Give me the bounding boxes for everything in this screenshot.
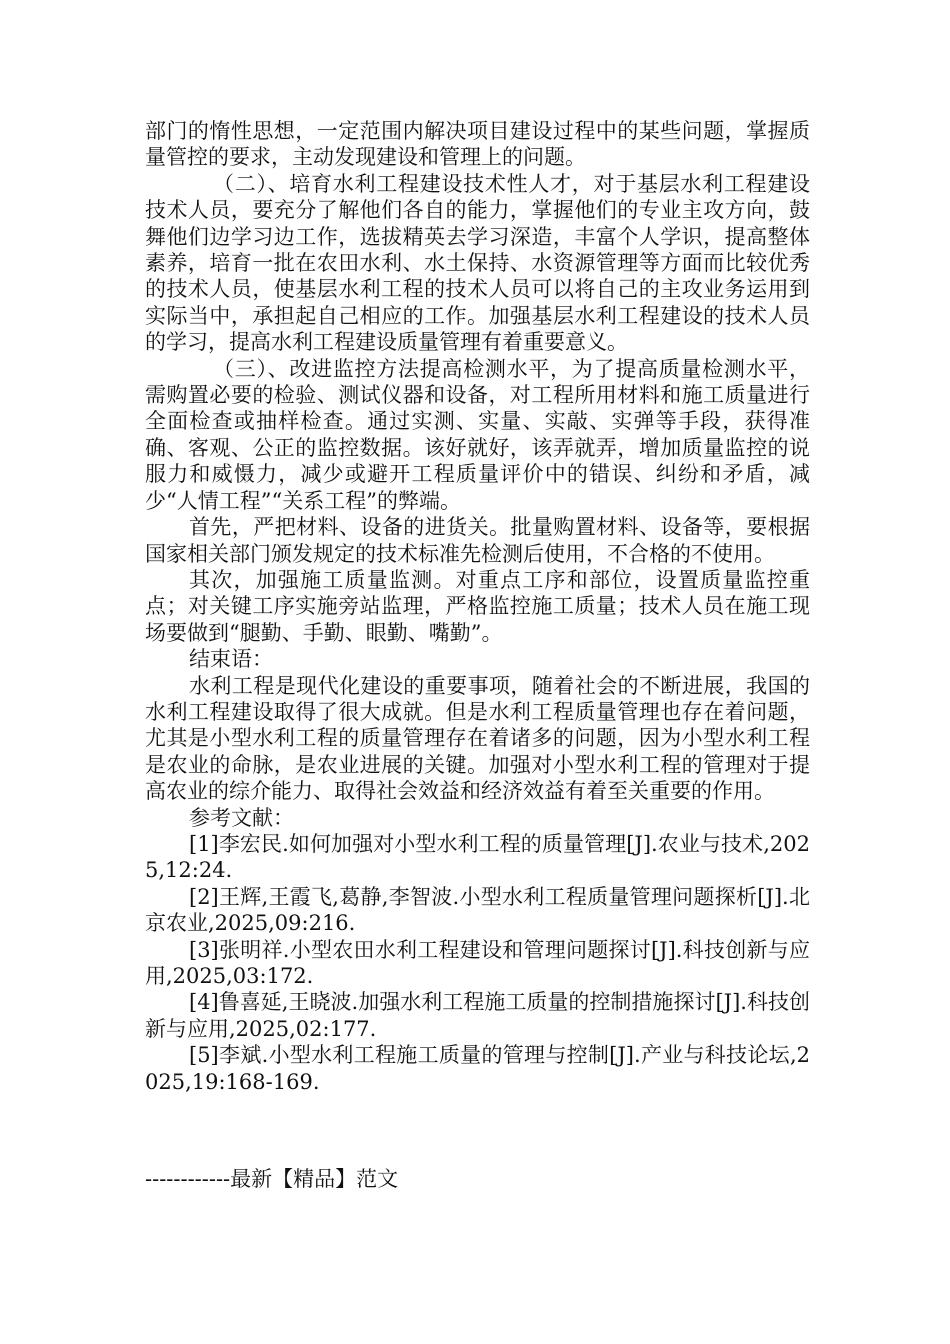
reference-item: [5]李斌.小型水利工程施工质量的管理与控制[J].产业与科技论坛,2025,19:168-169. <box>145 1043 810 1094</box>
conclusion-heading: 结束语： <box>189 647 273 672</box>
document-body <box>145 118 810 1095</box>
paragraph-section-two: （二）、培育水利工程建设技术性人才，对于基层水利工程建设技术人员，要充分了解他们各自的能力，掌握他们的专业主攻方向，鼓舞他们边学习边工作，选拔精英去学习深造，丰富个人学识，提高整体素养，培育一批在农田水利、水土保持、水资源管理等方面而比较优秀的技术人员，使基层水利工程的技术人员可以将自己的主攻业务运用到实际当中，承担起自己相应的工作。加强基层水利工程建设的技术人员的学习，提高水利工程建设质量管理有着重要意义。 <box>145 171 810 355</box>
references-heading: 参考文献： <box>189 805 294 830</box>
paragraph-second: 其次，加强施工质量监测。对重点工序和部位，设置质量监控重点；对关键工序实施旁站监理，严格监控施工质量；技术人员在施工现场要做到“腿勤、手勤、眼勤、嘴勤”。 <box>145 567 810 645</box>
reference-item: [1]李宏民.如何加强对小型水利工程的质量管理[J].农业与技术,2025,12:24. <box>145 831 810 883</box>
reference-item: [4]鲁喜延,王晓波.加强水利工程施工质量的控制措施探讨[J].科技创新与应用,2025,02:177. <box>145 990 810 1041</box>
paragraph-continuation: 部门的惰性思想，一定范围内解决项目建设过程中的某些问题，掌握质量管控的要求，主动发现建设和管理上的问题。 <box>145 119 810 170</box>
paragraph-first: 首先，严把材料、设备的进货关。批量购置材料、设备等，要根据国家相关部门颁发规定的技术标准先检测后使用，不合格的不使用。 <box>145 515 810 566</box>
page-footer: ------------最新【精品】范文 <box>145 1167 399 1191</box>
reference-item: [3]张明祥.小型农田水利工程建设和管理问题探讨[J].科技创新与应用,2025,03:172. <box>145 937 810 988</box>
reference-item: [2]王辉,王霞飞,葛静,李智波.小型水利工程质量管理问题探析[J].北京农业,2025,09:216. <box>145 884 810 936</box>
paragraph-conclusion: 水利工程是现代化建设的重要事项，随着社会的不断进展，我国的水利工程建设取得了很大成就。但是水利工程质量管理也存在着问题，尤其是小型水利工程的质量管理存在着诸多的问题，因为小型水利工程是农业的命脉，是农业进展的关键。加强对小型水利工程的管理对于提高农业的综介能力、取得社会效益和经济效益有着至关重要的作用。 <box>145 673 810 804</box>
paragraph-section-three: （三）、改进监控方法提高检测水平，为了提高质量检测水平，需购置必要的检验、测试仪器和设备，对工程所用材料和施工质量进行全面检查或抽样检查。通过实测、实量、实敲、实弹等手段，获得准确、客观、公正的监控数据。该好就好，该弄就弄，增加质量监控的说服力和威慑力，减少或避开工程质量评价中的错误、纠纷和矛盾，减少“人情工程”“关系工程”的弊端。 <box>145 356 810 513</box>
